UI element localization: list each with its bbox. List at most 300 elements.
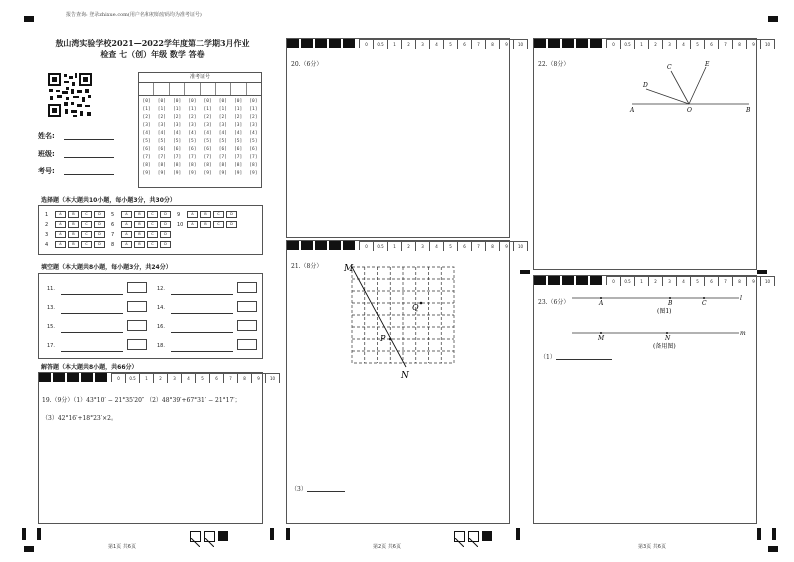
score-cell[interactable]: 3 [416,241,430,251]
score-cell[interactable]: 0 [360,241,374,251]
choice-question-number: 10 [177,221,184,228]
score-cell[interactable]: 2 [649,39,663,49]
fill-answer-line[interactable] [171,313,233,314]
q21-label: 21.（8分） [291,263,323,270]
exam-id-digit-bubble[interactable]: [1] [249,107,258,112]
exam-id-digit-bubble[interactable]: [0] [142,99,151,104]
score-cell[interactable]: 6 [210,373,224,383]
exam-id-digit-bubble[interactable]: [8] [188,163,197,168]
solve-section-title: 解答题（本大题共8小题，共66分） [41,364,138,371]
score-cell[interactable]: 0.5 [621,39,635,49]
fill-question-number: 11. [47,286,55,292]
exam-id-digit-bubble[interactable]: [5] [234,139,243,144]
exam-id-digit-bubble[interactable]: [2] [188,115,197,120]
title-line-2: 检查 七（创）年级 数学 答卷 [100,49,205,59]
title-line-1: 敖山湾实验学校2021—2022学年度第二学期3月作业 [55,38,250,48]
choice-option-bubble[interactable]: A [55,221,66,228]
q21-part3-answer-field[interactable] [307,491,345,492]
choice-option-bubble[interactable]: C [147,211,158,218]
choice-section-title: 选择题（本大题共10小题，每小题3分，共30分） [41,197,176,204]
exam-id-digit-bubble[interactable]: [4] [218,131,227,136]
q21-point-Q: Q [412,303,419,312]
q23-point-B: B [668,300,673,307]
exam-id-digit-bubble[interactable]: [0] [188,99,197,104]
q19-question-line2: （3）42°16′+18°23′×2。 [42,415,117,422]
exam-id-digit-bubble[interactable]: [6] [218,147,227,152]
page-marker-box [468,531,479,542]
exam-id-digit-bubble[interactable]: [8] [218,163,227,168]
fill-answer-box [38,273,263,359]
q21-part3-label: （3） [291,486,307,493]
choice-option-bubble[interactable]: A [121,221,132,228]
score-cell[interactable]: 7 [472,39,486,49]
scan-block [329,241,341,250]
score-cell[interactable]: 0.5 [374,39,388,49]
scan-block [287,39,299,48]
choice-option-bubble[interactable]: D [160,231,171,238]
exam-id-digit-bubble[interactable]: [0] [173,99,182,104]
score-cell[interactable]: 0 [112,373,126,383]
exam-id-digit-bubble[interactable]: [6] [203,147,212,152]
q22-point-B: B [746,107,751,114]
scan-block [67,373,79,382]
score-cell[interactable]: 4 [182,373,196,383]
choice-option-bubble[interactable]: D [226,221,237,228]
exam-id-digit-bubble[interactable]: [3] [203,123,212,128]
scan-block [329,39,341,48]
scan-block [81,373,93,382]
q23-part1-answer-field[interactable] [556,359,612,360]
score-cell[interactable]: 2 [154,373,168,383]
exam-id-digit-bubble[interactable]: [1] [203,107,212,112]
choice-option-bubble[interactable]: B [68,241,79,248]
exam-id-digit-bubble[interactable]: [2] [249,115,258,120]
exam-id-digit-bubble[interactable]: [9] [157,171,166,176]
q23-point-A: A [599,300,604,307]
page-marker-box [204,531,215,542]
exam-id-digit-bubble[interactable]: [9] [203,171,212,176]
score-cell[interactable]: 7 [719,39,733,49]
choice-option-bubble[interactable]: C [147,221,158,228]
q22-point-C: C [667,64,672,71]
score-cells [111,373,280,382]
exam-id-digit-bubble[interactable]: [4] [142,131,151,136]
seat-field[interactable] [64,174,114,175]
q23-line-l: l [740,295,742,302]
fill-score-box[interactable] [237,339,257,350]
choice-option-bubble[interactable]: C [81,241,92,248]
scan-block [287,241,299,250]
choice-question-row [45,221,107,228]
fill-question-number: 15. [47,324,55,330]
choice-question-number: 1 [45,211,49,218]
exam-id-digit-bubble[interactable]: [3] [249,123,258,128]
header-note: 报告查询: 登录zhixue.com(用户名和初始密码均为准考证号) [66,12,202,18]
exam-id-digit-bubble[interactable]: [2] [173,115,182,120]
score-cell[interactable]: 5 [196,373,210,383]
registration-mark [37,528,41,540]
exam-id-digit-bubble[interactable]: [6] [249,147,258,152]
score-cell[interactable]: 5 [444,39,458,49]
score-cell[interactable]: 4 [677,39,691,49]
choice-option-bubble[interactable]: A [121,211,132,218]
exam-id-digit-column [185,98,200,178]
exam-id-digit-bubble[interactable]: [5] [249,139,258,144]
fill-score-box[interactable] [127,320,147,331]
fill-answer-line[interactable] [61,332,123,333]
score-cell[interactable]: 3 [416,39,430,49]
name-label: 姓名: [38,132,55,140]
choice-option-bubble[interactable]: C [81,221,92,228]
score-cell[interactable]: 3 [168,373,182,383]
class-field[interactable] [64,157,114,158]
score-header-strip [534,39,771,48]
score-cell[interactable]: 5 [444,241,458,251]
exam-id-digit-bubble[interactable]: [7] [249,155,258,160]
fill-answer-line[interactable] [61,351,123,352]
exam-id-digit-bubble[interactable]: [5] [188,139,197,144]
score-cell[interactable]: 7 [224,373,238,383]
choice-option-bubble[interactable]: B [134,231,145,238]
exam-id-digit-bubble[interactable]: [8] [157,163,166,168]
q23-point-N: N [665,335,671,342]
score-cell[interactable]: 0 [607,39,621,49]
exam-id-digit-bubble[interactable]: [3] [142,123,151,128]
exam-id-digit-bubble[interactable]: [7] [203,155,212,160]
registration-mark [520,270,530,274]
score-cells [606,276,775,285]
exam-id-digit-bubble[interactable]: [7] [234,155,243,160]
scan-block [548,39,560,48]
choice-option-bubble[interactable]: C [213,211,224,218]
choice-question-row [177,211,239,218]
score-cell[interactable]: 4 [430,241,444,251]
score-cell[interactable]: 0 [607,276,621,286]
score-cell[interactable]: 9 [500,241,514,251]
choice-option-bubble[interactable]: A [121,241,132,248]
page-marker-box [190,531,201,542]
choice-option-bubble[interactable]: B [200,211,211,218]
exam-id-digit-bubble[interactable]: [8] [203,163,212,168]
choice-option-bubble[interactable]: A [55,231,66,238]
registration-mark [757,528,761,540]
exam-id-digit-column [231,98,246,178]
exam-id-digit-bubble[interactable]: [0] [218,99,227,104]
score-cell[interactable]: 6 [705,276,719,286]
score-cell[interactable]: 7 [719,276,733,286]
score-cell[interactable]: 7 [472,241,486,251]
choice-option-bubble[interactable]: C [147,241,158,248]
registration-mark [768,16,778,22]
score-cell[interactable]: 4 [430,39,444,49]
score-cell[interactable]: 0 [360,39,374,49]
choice-option-bubble[interactable]: A [187,211,198,218]
registration-mark [286,528,290,540]
q22-label: 22.（8分） [538,61,570,68]
exam-id-digit-bubble[interactable]: [7] [157,155,166,160]
q19-answer-box[interactable] [38,372,276,524]
choice-option-bubble[interactable]: B [68,221,79,228]
q23-point-M: M [598,335,605,342]
choice-question-number: 2 [45,221,49,228]
scan-block [315,39,327,48]
exam-id-digit-bubble[interactable]: [5] [142,139,151,144]
score-cell[interactable]: 9 [747,39,761,49]
exam-id-digit-bubble[interactable]: [3] [218,123,227,128]
q22-point-A: A [630,107,635,114]
exam-id-digit-column [200,98,215,178]
score-cell[interactable]: 8 [733,39,747,49]
q20-label: 20.（6分） [291,61,323,68]
choice-question-row [111,221,173,228]
exam-id-digit-bubble[interactable]: [9] [142,171,151,176]
choice-option-bubble[interactable]: B [68,231,79,238]
fill-answer-line[interactable] [171,351,233,352]
choice-question-row [45,241,107,248]
registration-mark [768,546,778,552]
page-title [40,38,265,60]
choice-option-bubble[interactable]: D [226,211,237,218]
choice-option-bubble[interactable]: D [160,221,171,228]
exam-id-digit-bubble[interactable]: [8] [234,163,243,168]
score-cell[interactable]: 4 [677,276,691,286]
score-cell[interactable]: 8 [486,39,500,49]
registration-mark [270,528,274,540]
score-cell[interactable]: 0.5 [374,241,388,251]
exam-id-digit-bubble[interactable]: [3] [188,123,197,128]
fill-score-box[interactable] [127,282,147,293]
q22-point-D: D [643,82,648,89]
choice-option-bubble[interactable]: D [94,231,105,238]
choice-option-bubble[interactable]: C [213,221,224,228]
score-cell[interactable]: 5 [691,276,705,286]
exam-id-digit-bubble[interactable]: [5] [218,139,227,144]
exam-id-digit-bubble[interactable]: [8] [173,163,182,168]
page-3-footer: 第3页 共6页 [638,544,666,550]
name-field[interactable] [64,139,114,140]
exam-id-digit-bubble[interactable]: [4] [188,131,197,136]
exam-id-digit-bubble[interactable]: [7] [188,155,197,160]
choice-option-bubble[interactable]: B [134,211,145,218]
choice-option-bubble[interactable]: D [94,211,105,218]
choice-question-number: 9 [177,211,181,218]
choice-option-bubble[interactable]: A [121,231,132,238]
fill-score-box[interactable] [127,339,147,350]
choice-option-bubble[interactable]: A [55,241,66,248]
fill-question-number: 16. [157,324,165,330]
fill-answer-line[interactable] [61,294,123,295]
score-cell[interactable]: 6 [705,39,719,49]
exam-id-digit-bubble[interactable]: [9] [173,171,182,176]
exam-id-digit-bubble[interactable]: [1] [218,107,227,112]
choice-option-bubble[interactable]: D [160,211,171,218]
exam-id-digit-bubble[interactable]: [4] [157,131,166,136]
score-cell[interactable]: 3 [663,276,677,286]
exam-id-digit-bubble[interactable]: [0] [203,99,212,104]
choice-option-bubble[interactable]: D [160,241,171,248]
fill-section-title: 填空题（本大题共8小题，每小题3分，共24分） [41,264,172,271]
exam-id-digit-bubble[interactable]: [8] [249,163,258,168]
exam-id-label: 准考证号 [139,73,261,83]
fill-answer-line[interactable] [171,294,233,295]
score-cell[interactable]: 1 [635,276,649,286]
q22-point-O: O [687,107,692,114]
exam-id-digit-bubble[interactable]: [4] [249,131,258,136]
exam-id-digit-bubble[interactable]: [7] [218,155,227,160]
fill-question-number: 17. [47,343,55,349]
score-cell[interactable]: 8 [486,241,500,251]
choice-option-bubble[interactable]: C [147,231,158,238]
score-cell[interactable]: 10 [514,39,528,49]
registration-mark [24,546,34,552]
registration-mark [772,528,776,540]
score-cell[interactable]: 9 [747,276,761,286]
exam-id-digit-bubble[interactable]: [5] [157,139,166,144]
score-cell[interactable]: 10 [266,373,280,383]
exam-id-digit-bubble[interactable]: [4] [234,131,243,136]
choice-option-bubble[interactable]: D [94,241,105,248]
choice-question-number: 4 [45,241,49,248]
score-cell[interactable]: 2 [649,276,663,286]
exam-id-digit-bubble[interactable]: [6] [157,147,166,152]
exam-id-digit-bubble[interactable]: [6] [142,147,151,152]
score-cell[interactable]: 0.5 [126,373,140,383]
choice-question-row [111,231,173,238]
choice-option-bubble[interactable]: A [187,221,198,228]
score-cell[interactable]: 1 [635,39,649,49]
exam-id-digit-bubble[interactable]: [8] [142,163,151,168]
exam-id-digit-bubble[interactable]: [4] [203,131,212,136]
score-cell[interactable]: 9 [500,39,514,49]
q23-label: 23.（6分） [538,299,570,306]
score-cell[interactable]: 1 [140,373,154,383]
choice-option-bubble[interactable]: B [68,211,79,218]
q20-answer-box[interactable] [286,38,524,238]
exam-id-digit-bubble[interactable]: [2] [203,115,212,120]
score-cell[interactable]: 6 [458,241,472,251]
choice-option-bubble[interactable]: B [200,221,211,228]
scan-block [548,276,560,285]
exam-id-digit-bubble[interactable]: [0] [157,99,166,104]
fill-score-box[interactable] [237,301,257,312]
q21-answer-box[interactable] [286,240,524,524]
choice-option-bubble[interactable]: C [81,211,92,218]
choice-question-number: 3 [45,231,49,238]
exam-id-digit-bubble[interactable]: [9] [249,171,258,176]
exam-id-digit-bubble[interactable]: [1] [142,107,151,112]
score-cell[interactable]: 2 [402,241,416,251]
fill-answer-line[interactable] [171,332,233,333]
score-cell[interactable]: 10 [514,241,528,251]
exam-id-digit-bubble[interactable]: [7] [173,155,182,160]
score-cell[interactable]: 0.5 [621,276,635,286]
exam-id-digit-bubble[interactable]: [0] [234,99,243,104]
choice-option-bubble[interactable]: D [94,221,105,228]
scan-block [576,276,588,285]
score-cell[interactable]: 8 [238,373,252,383]
exam-id-digit-bubble[interactable]: [5] [173,139,182,144]
fill-score-box[interactable] [237,320,257,331]
exam-id-digit-bubble[interactable]: [9] [188,171,197,176]
exam-id-digit-bubble[interactable]: [9] [218,171,227,176]
choice-answer-box [38,205,263,255]
exam-id-digit-bubble[interactable]: [2] [218,115,227,120]
page-2-footer: 第2页 共6页 [373,544,401,550]
exam-id-digit-bubble[interactable]: [5] [203,139,212,144]
q23-answer-box[interactable] [533,275,771,524]
scan-block [534,39,546,48]
scan-block [343,39,355,48]
exam-id-digit-bubble[interactable]: [3] [157,123,166,128]
score-cell[interactable]: 10 [761,276,775,286]
exam-id-digit-bubble[interactable]: [6] [188,147,197,152]
score-cell[interactable]: 8 [733,276,747,286]
score-cell[interactable]: 6 [458,39,472,49]
exam-id-digit-bubble[interactable]: [1] [173,107,182,112]
fill-score-box[interactable] [237,282,257,293]
choice-option-bubble[interactable]: A [55,211,66,218]
score-cell[interactable]: 1 [388,241,402,251]
exam-id-digit-bubble[interactable]: [0] [249,99,258,104]
exam-id-digit-column [215,98,230,178]
fill-question-number: 18. [157,343,165,349]
choice-option-bubble[interactable]: B [134,241,145,248]
q22-answer-box[interactable] [533,38,771,270]
exam-id-digit-bubble[interactable]: [6] [173,147,182,152]
exam-id-digit-bubble[interactable]: [6] [234,147,243,152]
exam-id-digit-bubble[interactable]: [1] [234,107,243,112]
score-cell[interactable]: 10 [761,39,775,49]
score-cell[interactable]: 1 [388,39,402,49]
choice-question-row [111,241,173,248]
exam-id-grid [138,72,262,188]
choice-option-bubble[interactable]: B [134,221,145,228]
choice-question-number: 7 [111,231,115,238]
exam-id-digit-bubble[interactable]: [9] [234,171,243,176]
q23-spare-figure-caption: (备用图) [653,343,676,350]
score-header-strip [287,241,524,250]
score-header-strip [287,39,524,48]
exam-id-digit-bubble[interactable]: [3] [234,123,243,128]
choice-question-row [45,211,107,218]
class-label: 班级: [38,150,55,158]
scan-block [562,39,574,48]
choice-option-bubble[interactable]: C [81,231,92,238]
fill-question-number: 14. [157,305,165,311]
scan-block [534,276,546,285]
score-cell[interactable]: 3 [663,39,677,49]
exam-id-digit-bubble[interactable]: [7] [142,155,151,160]
scan-block [301,39,313,48]
exam-id-digit-bubble[interactable]: [3] [173,123,182,128]
exam-id-digit-bubble[interactable]: [1] [157,107,166,112]
exam-id-digit-bubble[interactable]: [2] [234,115,243,120]
exam-id-digit-column [139,98,154,178]
score-cell[interactable]: 9 [252,373,266,383]
exam-id-digit-bubble[interactable]: [2] [157,115,166,120]
exam-id-digit-bubble[interactable]: [2] [142,115,151,120]
q22-point-E: E [705,61,710,68]
fill-score-box[interactable] [127,301,147,312]
q23-line-figures [564,290,754,354]
score-cell[interactable]: 2 [402,39,416,49]
exam-id-digit-columns [139,96,261,178]
exam-id-digit-bubble[interactable]: [4] [173,131,182,136]
scan-block [53,373,65,382]
exam-id-digit-bubble[interactable]: [1] [188,107,197,112]
fill-answer-line[interactable] [61,313,123,314]
score-cell[interactable]: 5 [691,39,705,49]
